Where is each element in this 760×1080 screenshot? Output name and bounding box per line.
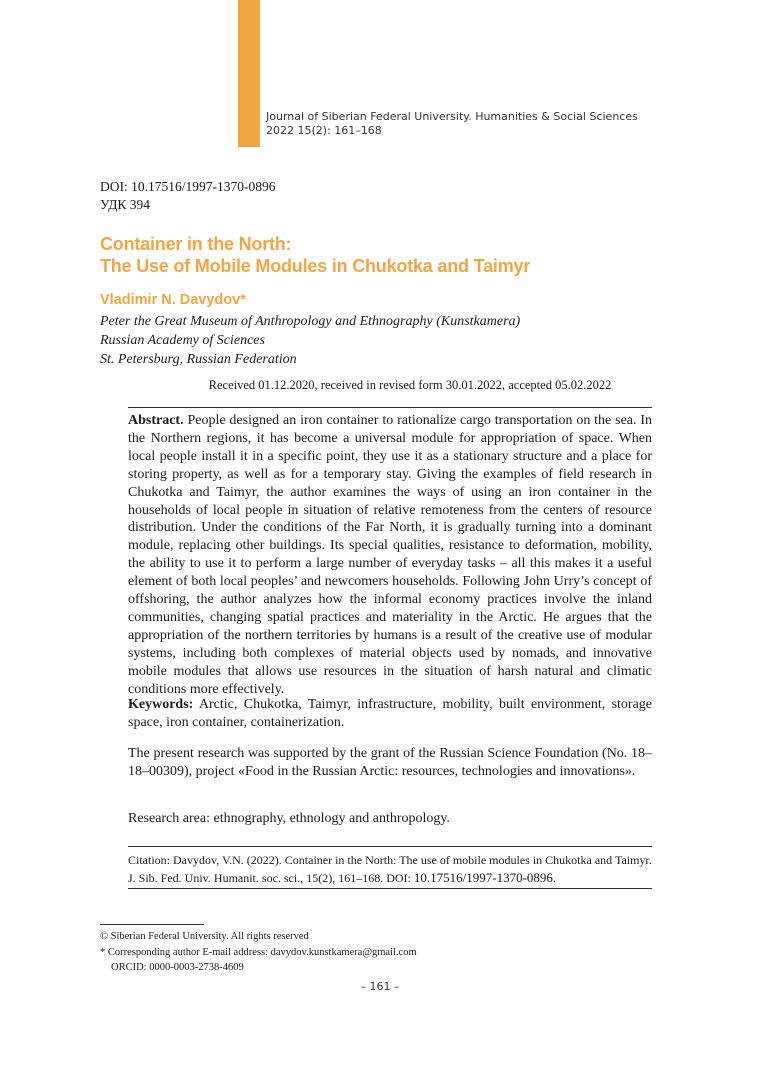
title-line-2: The Use of Mobile Modules in Chukotka and Taimyr <box>100 256 531 276</box>
keywords <box>128 696 652 732</box>
keywords-text: Arctic, Chukotka, Taimyr, infrastructure, mobility, built environment, storage space, iron container, containerization. <box>128 697 652 730</box>
page-number: – 161 – <box>360 980 400 993</box>
journal-issue: 2022 15(2): 161–168 <box>266 124 382 137</box>
affiliation <box>100 312 520 369</box>
orcid-note: ORCID: 0000-0003-2738-4609 <box>111 962 244 973</box>
copyright-note: © Siberian Federal University. All rights reserved <box>100 931 309 942</box>
journal-name: Journal of Siberian Federal University. Humanities & Social Sciences <box>266 110 638 123</box>
funding-statement: The present research was supported by the grant of the Russian Science Foundation (No. 18–18–00309), project «Food in the Russian Arctic: resources, technologies and innovations». <box>128 746 652 779</box>
citation-bottom-rule <box>128 888 652 889</box>
doi[interactable]: DOI: 10.17516/1997-1370-0896 <box>100 179 276 194</box>
footnotes <box>100 929 417 976</box>
citation-top-rule <box>128 846 652 847</box>
title-line-1: Container in the North: <box>100 234 292 254</box>
corresponding-author-note[interactable]: * Corresponding author E-mail address: davydov.kunstkamera@gmail.com <box>100 946 417 958</box>
article-title <box>100 233 530 277</box>
udk: УДК 394 <box>100 197 151 212</box>
author-name: Vladimir N. Davydov* <box>100 292 246 308</box>
citation-text: Citation: Davydov, V.N. (2022). Container in the North: The use of mobile modules in Chukotka and Taimyr. J. Sib. Fed. Univ. Humanit. soc. sci., 15(2), 161–168. DOI: <box>128 853 652 885</box>
footnote-rule <box>100 924 204 925</box>
keywords-label: Keywords: <box>128 697 194 712</box>
abstract-text: People designed an iron container to rationalize cargo transportation on the sea. In the Northern regions, it has become a universal module for appropriation of space. When local people install it in a specific point, they use it as a stationary structure and a place for storing property, as well as for a temporary stay. Giving the examples of field research in Chukotka and Taimyr, the author examines the ways of using an iron container in the households of local people in situation of relative remoteness from the centers of resource distribution. Under the conditions of the Far North, it is gradually turning into a dominant module, replacing other buildings. Its special qualities, resistance to deformation, mobility, the ability to use it to perform a large number of everyday tasks – all this makes it a useful element of both local peoples’ and newcomers households. Following John Urry’s concept of offshoring, the author analyzes how the informal economy practices involve the inland communities, changing spatial practices and materiality in the Arctic. He argues that the appropriation of the northern territories by humans is a result of the creative use of modular systems, including both complexes of material objects used by nomads, and innovative mobile modules that allows use resources in the situation of harsh natural and climatic conditions more effectively. <box>128 413 652 697</box>
identifiers <box>100 178 276 214</box>
citation-doi[interactable]: 10.17516/1997-1370-0896. <box>413 870 557 885</box>
abstract-label: Abstract. <box>128 413 184 428</box>
journal-accent-bar <box>238 0 260 147</box>
affiliation-line-3: St. Petersburg, Russian Federation <box>100 352 297 367</box>
research-area: Research area: ethnography, ethnology and anthropology. <box>128 811 451 826</box>
affiliation-line-1: Peter the Great Museum of Anthropology and Ethnography (Kunstkamera) <box>100 314 521 329</box>
citation <box>128 851 652 887</box>
received-dates: Received 01.12.2020, received in revised form 30.01.2022, accepted 05.02.2022 <box>208 378 612 392</box>
abstract <box>128 412 652 699</box>
journal-header <box>266 110 638 138</box>
abstract-top-rule <box>128 407 652 408</box>
affiliation-line-2: Russian Academy of Sciences <box>100 333 265 348</box>
